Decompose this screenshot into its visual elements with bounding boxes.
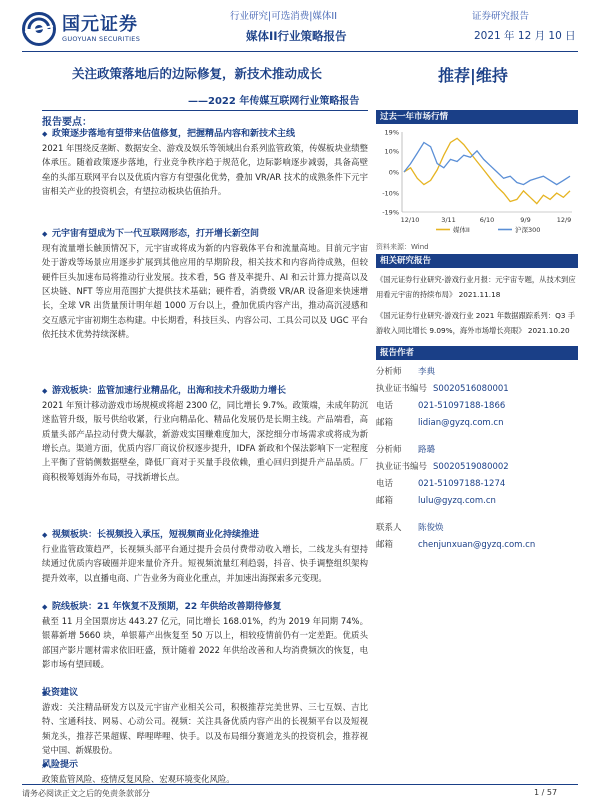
analyst-card [376, 442, 578, 510]
analyst-label: 分析师 [376, 445, 402, 455]
cert-number: S0020516080001 [433, 384, 509, 394]
section-text: 2021 年围绕反垄断、数据安全、游戏及娱乐等领域出台系列监管政策，传媒板块业绩整体承压。随着政策逐步落地，行业竞争秩序趋于规范化，边际影响逐步减弱，具备高壁垒的头部互联网平台以及优质内容方有望强化优势，叠加 VR/AR 技术的成熟条件下元宇宙相关产业的投资机会，有望拉动板块估值抬升。 [42, 143, 368, 197]
section-text: 现有流量增长触顶情况下，元宇宙或将成为新的内容载体平台和流量高地。目前元宇宙处于游戏等场景应用逐步扩展到其他应用的早期阶段，相关技术和内容尚待成熟，但较硬件巨头加速布局将推动行业发展。技术看，5G 普及率提升、AI 和云计算力提高以及区块链、NFT 等应用范围扩大提供技术基础；硬件看，消费级 VR/AR 设备迎来快速增长，全球 VR 出货量预计明年超 1000 万台以上，叠加优质内容产出，推动高沉浸感和交互感元宇宙初期生态构建。中长期看，科技巨头、内容公司、工具公司以及 UGC 平台依托技术优势持续深耕。 [42, 243, 368, 340]
x-tick-label: 3/11 [441, 216, 456, 224]
related-report-text: 《国元证券行业研究-游戏行业 2021 年数据跟踪系列：Q3 手游收入同比增长 9.09%，海外市场增长亮眼》 [376, 311, 576, 335]
y-tick-label: 10% [384, 147, 399, 156]
email-label: 邮箱 [376, 418, 394, 428]
series-line-0 [404, 138, 570, 203]
header-date: 2021 年 12 月 10 日 [474, 30, 576, 42]
section-text: 截至 11 月全国票房达 443.27 亿元，同比增长 168.01%，约为 2019 年同期 74%。银幕新增 5660 块，单银幕产出恢复至 50 万以上，相较疫情前仍有一定差距。优质头部国产影片题材需求依旧旺盛，预计随着 2022 年供给改善和人均消费频次的恢复，电影市场有望回暖。 [42, 616, 368, 670]
email-label: 邮箱 [376, 496, 394, 506]
email-label: 邮箱 [376, 540, 394, 550]
cert-number: S0020519080002 [433, 462, 509, 472]
y-tick-label: -10% [382, 189, 399, 198]
logo-cn-text: 国元证券 [62, 14, 138, 35]
contact-name: 陈俊焕 [418, 523, 444, 533]
chart-heading: 过去一年市场行情 [376, 110, 578, 124]
analyst-label: 分析师 [376, 367, 402, 377]
series-line-1 [404, 143, 570, 185]
legend-label: 媒体II [453, 226, 470, 234]
page-number: 1 / 57 [534, 788, 558, 797]
market-chart [376, 124, 578, 238]
risk-heading: ◆ 风险提示 [42, 758, 368, 772]
report-subtitle: ——2022 年传媒互联网行业策略报告 [188, 96, 360, 107]
section-text: 行业监管政策趋严，长视频头部平台通过提升会员付费带动收入增长，二线龙头有望持续通过优质内容破圈并迎来量价齐升。短视频流量红利趋弱，抖音、快手调整组织架构提升效率，以直播电商、广告业务为商业化重点，并加速出海探索多元变现。 [42, 544, 368, 583]
logo-en-text: GUOYUAN SECURITIES [62, 35, 141, 43]
invest-heading: ◆ 投资建议 [42, 686, 368, 700]
x-tick-label: 12/10 [400, 216, 420, 224]
section-bullet: ◆ 政策逐步落地有望带来估值修复，把握精品内容和新技术主线 [42, 127, 368, 141]
author-heading: 报告作者 [376, 346, 578, 360]
section-bullet: ◆ 院线板块：21 年恢复不及预期，22 年供给改善期待修复 [42, 600, 368, 614]
market-chart-svg [376, 124, 578, 238]
section-text: 2021 年预计移动游戏市场规模或将超 2300 亿，同比增长 9.7%。政策端，未成年防沉迷监管升级，版号供给收紧，行业向精品化、精品化发展仍是长期主线。产品端看，高质量头部产品拉动付费大爆款，新游戏实国赚难度加大，深挖细分市场需求或将成为新增长点。渠道方面，优质内容厂商议价权逐步提升，IDFA 新政和个保法影响下一定程度上平衡了营销侧数据壁垒，降低厂商对于买量手段依赖，重心回归到提升产品品质。厂商积极筹划海外布局，寻找新增长点。 [42, 400, 368, 482]
x-tick-label: 9/9 [520, 216, 531, 224]
brand-logo [22, 12, 140, 46]
phone-label: 电话 [376, 401, 394, 411]
report-title: 关注政策落地后的边际修复，新技术推动成长 [72, 66, 323, 81]
header-divider [22, 51, 578, 52]
phone-number: 021-51097188-1274 [418, 479, 506, 489]
header-categories: 行业研究|可选消费|媒体II [230, 11, 338, 22]
email-link[interactable]: chenjunxuan@gyzq.com.cn [418, 540, 536, 550]
section-bullet: ◆ 游戏板块：监管加速行业精品化，出海和技术升级助力增长 [42, 384, 368, 398]
analyst-name: 路璐 [418, 445, 436, 455]
rating-badge: 推荐|维持 [438, 66, 508, 85]
guoyuan-logo-icon [22, 12, 56, 46]
related-report-text: 《国元证券行业研究-游戏行业月报：元宇宙专题，从技术到应用看元宇宙的持续布局》 [376, 275, 576, 299]
header-subtitle: 媒体II行业策略报告 [246, 29, 347, 43]
invest-text: 游戏：关注精品研发方以及元宇宙产业相关公司，积极推荐完美世界、三七互娱、吉比特、宝通科技、网易、心动公司。视频：关注具备优质内容产出的长视频平台以及短视频龙头，推荐芒果超媒、哔哩哔哩、快手。以及布局细分赛道龙头的投资机会，推荐视觉中国、新媒股份。 [42, 702, 368, 756]
cert-label: 执业证书编号 [376, 384, 428, 394]
x-tick-label: 12/9 [556, 216, 572, 224]
related-report [376, 268, 578, 306]
y-tick-label: -19% [382, 208, 399, 217]
section-bullet: ◆ 元宇宙有望成为下一代互联网形态，打开增长新空间 [42, 227, 368, 241]
y-tick-label: 0% [388, 168, 399, 177]
email-link[interactable]: lulu@gyzq.com.cn [418, 496, 496, 506]
main-column [42, 110, 368, 786]
analyst-name: 李典 [418, 367, 436, 377]
related-report [376, 306, 578, 346]
footer-disclaimer: 请务必阅读正文之后的免责条款部分 [22, 789, 150, 798]
related-report-date: 2021.10.20 [527, 326, 570, 335]
y-tick-label: 19% [384, 128, 399, 137]
contact-card [376, 520, 578, 554]
key-points-heading: 报告要点： [42, 110, 368, 127]
email-link[interactable]: lidian@gyzq.com.cn [418, 418, 504, 428]
phone-label: 电话 [376, 479, 394, 489]
analyst-card [376, 364, 578, 432]
chart-source: 资料来源：Wind [376, 243, 429, 251]
related-heading: 相关研究报告 [376, 254, 578, 268]
header-report-type: 证券研究报告 [472, 11, 530, 22]
cert-label: 执业证书编号 [376, 462, 428, 472]
phone-number: 021-51097188-1866 [418, 401, 506, 411]
section-bullet: ◆ 视频板块：长视频投入承压，短视频商业化持续推进 [42, 528, 368, 542]
footer-divider [22, 784, 578, 785]
side-column [376, 110, 578, 554]
contact-label: 联系人 [376, 523, 402, 533]
risk-text: 政策监管风险、疫情反复风险、宏观环境变化风险。 [42, 774, 235, 784]
x-tick-label: 6/10 [479, 216, 495, 224]
related-report-date: 2021.11.18 [458, 290, 501, 299]
legend-label: 沪深300 [515, 226, 541, 234]
